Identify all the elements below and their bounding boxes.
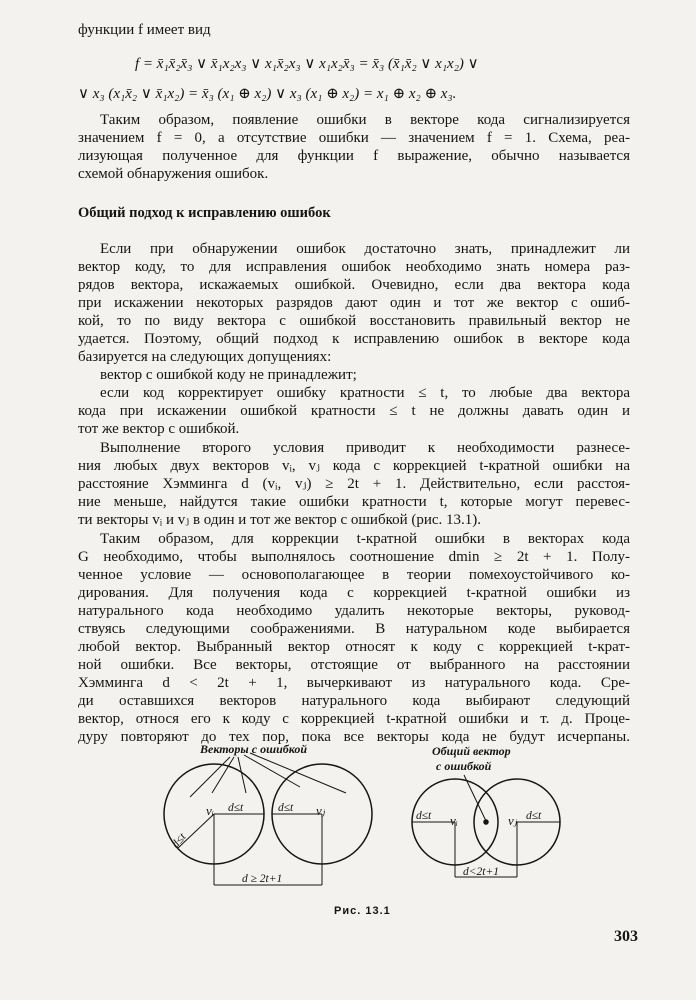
formula-line-2: ∨ x₃ (x₁x̄₂ ∨ x̄₁x₂) = x̄₃ (x₁ ⊕ x₂) ∨ x₃ (x₁ ⊕ x₂) = x₁ ⊕ x₂ ⊕ x₃. — [78, 86, 457, 102]
para2-line: базируется на следующих допущениях: — [78, 349, 332, 365]
para2-line: Если при обнаружении ошибок достаточно знать, принадлежит ли — [100, 241, 630, 257]
para4-line: Таким образом, для коррекции t-кратной ошибки в векторах кода — [100, 531, 630, 547]
formula-line-1: f = x̄₁x̄₂x̄₃ ∨ x̄₁x₂x₃ ∨ x₁x̄₂x₃ ∨ x₁x₂x̄₃ = x̄₃ (x̄₁x̄₂ ∨ x₁x₂) ∨ — [135, 56, 479, 72]
para4-line: любой вектор. Выбранный вектор относят к коду с коррекцией t-крат- — [78, 639, 630, 655]
para3-line: ния любых двух векторов vᵢ, vⱼ кода с коррекцией t-кратной ошибки на — [78, 458, 630, 474]
label-d-le-t: d≤t — [416, 810, 432, 822]
para2-line: рядов вектора, искажаемых ошибкой. Очевидно, если два вектора кода — [78, 277, 630, 293]
label-d-ge: d ≥ 2t+1 — [242, 873, 283, 885]
para3-line: расстояние Хэмминга d (vᵢ, vⱼ) ≥ 2t + 1. Действительно, если расстоя- — [78, 476, 630, 492]
label-d-le-t: d≤t — [278, 802, 294, 814]
label-d-lt: d<2t+1 — [463, 866, 499, 878]
pointer-lines — [190, 753, 346, 797]
label-error-vectors: Векторы с ошибкой — [200, 742, 308, 756]
section-heading: Общий подход к исправлению ошибок — [78, 205, 331, 221]
label-d-le-t: d≤t — [169, 831, 189, 851]
assumption-2-line: если код корректирует ошибку кратности ≤ t, то любые два вектора — [100, 385, 630, 401]
assumption-2-line: тот же вектор с ошибкой. — [78, 421, 240, 437]
para1-line: Таким образом, появление ошибки в векторе кода сигнализируется — [100, 112, 630, 128]
label-common-vector: с ошибкой — [436, 759, 492, 773]
para4-line: натурального кода необходимо удалить некоторые векторы, руковод- — [78, 603, 630, 619]
para4-line: ствуясь следующими соображениями. В натуральном коде выбирается — [78, 621, 630, 637]
para4-line: дуру повторяют до тех пор, пока все векторы кода не будут исчерпаны. — [78, 729, 630, 745]
label-vj: vⱼ — [316, 803, 326, 818]
para4-line: ди оставшихся векторов натурального кода выбирают следующий — [78, 693, 630, 709]
para3-line: ние меньше, найдутся такие ошибки кратности t, которые могут перевес- — [78, 494, 630, 510]
figure-caption: Рис. 13.1 — [334, 905, 391, 917]
label-common-vector: Общий вектор — [432, 744, 511, 758]
para1-line: лизующая полученное для функции f выражение, обычно называется — [78, 148, 630, 164]
label-vj: vⱼ — [508, 813, 518, 828]
para2-line: вектор коду, то для исправления ошибок необходимо знать номера раз- — [78, 259, 630, 275]
para2-line: кой, то по виду вектора с ошибкой восстановить правильный вектор не — [78, 313, 630, 329]
para4-line: дирования. Для получения кода с коррекцией t-кратной ошибки из — [78, 585, 630, 601]
para2-line: удается. Поэтому, общий подход к исправлению ошибок в векторе кода — [78, 331, 630, 347]
para1-line: схемой обнаружения ошибок. — [78, 166, 269, 182]
para1-line: значением f = 0, а отсутствие ошибки — значением f = 1. Схема, реа- — [78, 130, 630, 146]
para4-line: ной ошибки. Все векторы, отстоящие от выбранного на расстоянии — [78, 657, 630, 673]
para4-line: ченное условие — основополагающее в теории помехоустойчивого ко- — [78, 567, 630, 583]
label-d-le-t: d≤t — [228, 802, 244, 814]
para4-line: вектор, относя его к коду с коррекцией t-кратной ошибки и т. д. Проце- — [78, 711, 630, 727]
page-number: 303 — [614, 928, 638, 945]
para3-line: Выполнение второго условия приводит к необходимости разнесе- — [100, 440, 630, 456]
intro-line: функции f имеет вид — [78, 22, 211, 38]
para4-line: Хэмминга d < 2t + 1, вычеркивают из натурального кода. Сре- — [78, 675, 630, 691]
para4-line: G необходимо, чтобы выполнялось соотношение dmin ≥ 2t + 1. Полу- — [78, 549, 630, 565]
label-vi: vᵢ — [206, 803, 214, 818]
figure-13-1 — [150, 735, 570, 900]
common-error-point — [484, 820, 488, 824]
assumption-1: вектор с ошибкой коду не принадлежит; — [100, 367, 357, 383]
label-d-le-t: d≤t — [526, 810, 542, 822]
label-vi: vᵢ — [450, 813, 458, 828]
para2-line: при искажении некоторых разрядов дают один и тот же вектор с ошиб- — [78, 295, 630, 311]
para3-line: ти векторы vᵢ и vⱼ в один и тот же вектор с ошибкой (рис. 13.1). — [78, 512, 482, 528]
assumption-2-line: кода при искажении ошибкой кратности ≤ t не должны давать один и — [78, 403, 630, 419]
